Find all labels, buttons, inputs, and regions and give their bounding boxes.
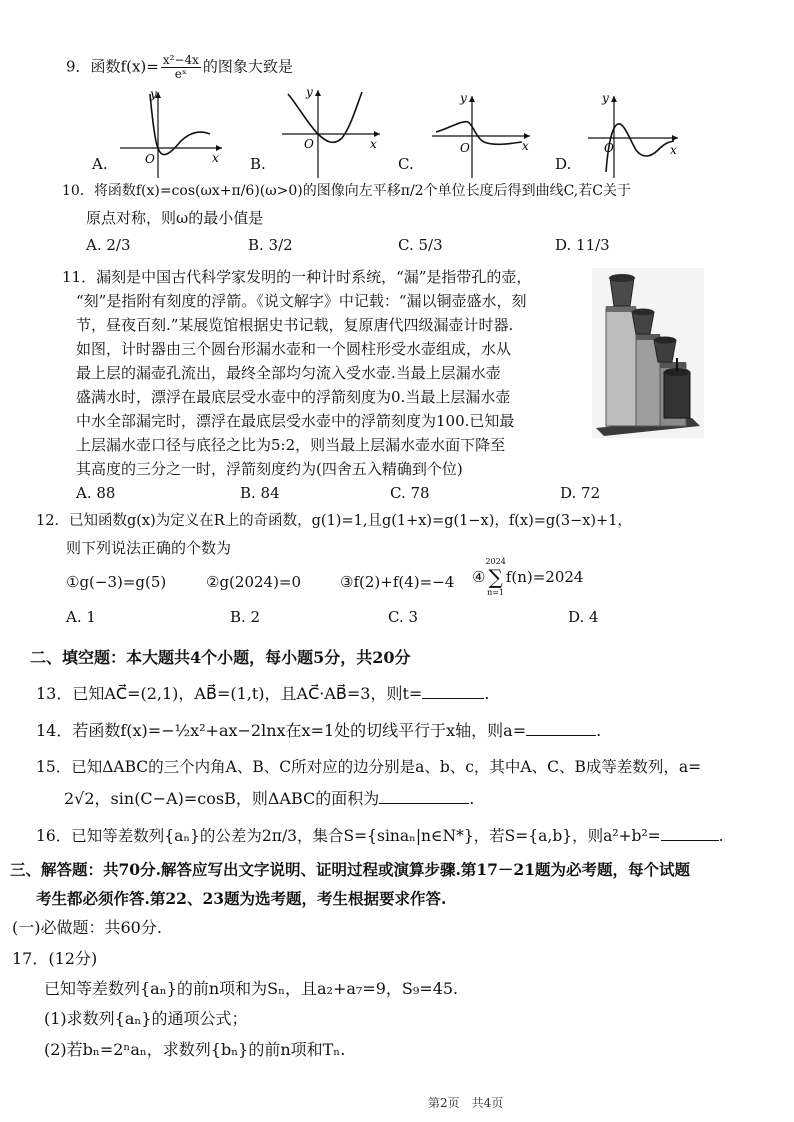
q13 (36, 682, 489, 705)
graph-b-origin: O (304, 137, 314, 151)
q9-numerator: x²−4x (162, 53, 199, 67)
q11-line-6: 盛满水时，漂浮在最底层受水壶中的浮箭刻度为0.当最上层漏水壶 (76, 388, 511, 406)
q14-end: . (596, 721, 602, 740)
graph-d-x-label: x (670, 143, 677, 157)
q9-option-c: C. (398, 155, 414, 173)
q11-line-7: 中水全部漏完时，漂浮在最底层受水壶中的浮箭刻度为100.已知最 (76, 412, 515, 430)
q9-option-b: B. (250, 155, 266, 173)
q17-sub1: (1)求数列{aₙ}的通项公式； (44, 1009, 248, 1028)
q11-line-9: 其高度的三分之一时，浮箭刻度约为(四舍五入精确到个位) (76, 460, 463, 478)
q15-answer-blank (379, 787, 469, 804)
q11-line-5: 最上层的漏壶孔流出，最终全部均匀流入受水壶.当最上层漏水壶 (76, 364, 501, 382)
q9-graphs (0, 86, 794, 186)
q9-stem (66, 54, 293, 81)
q15-line1: 15．已知ΔABC的三个内角A、B、C所对应的边分别是a、b、c，其中A、C、B成等差数列，a= (36, 758, 702, 776)
page-footer: 第2页 共4页 (428, 1096, 504, 1110)
q11-line-3: 节，昼夜百刻.”某展览馆根据史书记载，复原唐代四级漏壶计时器. (76, 316, 514, 334)
q10-line1: 10．将函数f(x)=cos(ωx+π/6)(ω>0)的图像向左平移π/2个单位长度后得到曲线C,若C关于 (62, 183, 631, 199)
q12-statement-2: ②g(2024)=0 (206, 573, 302, 591)
graph-c (432, 91, 530, 178)
graph-b-y-label: y (306, 86, 313, 99)
q11-line-2: “刻”是指附有刻度的浮箭。《说文解字》中记载：“漏以铜壶盛水，刻 (76, 292, 527, 310)
q13-answer-blank (422, 682, 484, 699)
q9-option-a: A. (92, 155, 108, 173)
q15-line2-text: 2√2，sin(C−A)=cosB，则ΔABC的面积为 (64, 789, 380, 808)
q17-stem: 已知等差数列{aₙ}的前n项和为Sₙ，且a₂+a₇=9，S₉=45. (44, 979, 459, 998)
q16-end: . (718, 827, 724, 845)
q10-line2: 原点对称，则ω的最小值是 (86, 209, 264, 227)
q15-line2 (64, 787, 474, 810)
q12-sum-top: 2024 (485, 557, 506, 566)
graph-c-y-label: y (460, 91, 467, 105)
q13-text: 13．已知AC⃗=(2,1)，AB⃗=(1,t)，且AC⃗·AB⃗=3，则t= (36, 684, 423, 703)
q16-answer-blank (661, 824, 719, 841)
q11-option-b: B. 84 (240, 484, 280, 502)
graph-a-x-label: x (212, 151, 219, 165)
graph-d (588, 91, 678, 178)
q9-option-d: D. (555, 155, 572, 173)
q9-stem-tail: 的图象大致是 (202, 57, 293, 76)
q12-sigma: ∑ (488, 565, 503, 589)
q12-stmt4-prefix: ④ (472, 568, 486, 586)
part-1-title: (一)必做题：共60分. (12, 918, 162, 937)
q10-option-a: A. 2/3 (86, 236, 131, 254)
q10-option-d: D. 11/3 (555, 236, 610, 254)
graph-a (120, 87, 222, 178)
graph-b (282, 86, 380, 178)
q16-text: 16．已知等差数列{aₙ}的公差为2π/3，集合S={sinaₙ|n∈N*}，若S={a,b}，则a²+b²= (36, 827, 661, 845)
q12-statement-1: ①g(−3)=g(5) (66, 573, 167, 591)
q11-line-8: 上层漏水壶口径与底径之比为5:2，则当最上层漏水壶水面下降至 (76, 436, 506, 454)
q10-option-c: C. 5/3 (398, 236, 443, 254)
water-clock-image (592, 268, 704, 438)
graph-c-origin: O (460, 141, 470, 155)
q14 (36, 719, 601, 742)
section-2-title: 二、填空题：本大题共4个小题，每小题5分，共20分 (30, 648, 411, 667)
q9-stem-prefix: 9．函数f(x)= (66, 57, 159, 76)
q15-end: . (469, 789, 475, 808)
q14-text: 14．若函数f(x)=−½x²+ax−2lnx在x=1处的切线平行于x轴，则a= (36, 721, 527, 740)
q11-line-4: 如图，计时器由三个圆台形漏水壶和一个圆柱形受水壶组成，水从 (76, 340, 512, 358)
graph-d-origin: O (604, 141, 614, 155)
q12-option-c: C. 3 (388, 608, 419, 626)
q12-statement-4 (472, 556, 583, 598)
q11-option-a: A. 88 (76, 484, 116, 502)
q12-sum-symbol (485, 556, 505, 598)
q17-sub2: (2)若bₙ=2ⁿaₙ，求数列{bₙ}的前n项和Tₙ. (44, 1040, 346, 1059)
graph-b-x-label: x (370, 137, 377, 151)
q9-denominator: eˣ (174, 67, 187, 81)
q12-line1: 12．已知函数g(x)为定义在R上的奇函数，g(1)=1,且g(1+x)=g(1−x)，f(x)=g(3−x)+1， (36, 513, 632, 529)
graph-d-y-label: y (602, 91, 609, 105)
q12-option-d: D. 4 (568, 608, 599, 626)
q13-end: . (484, 684, 490, 703)
graph-a-origin: O (145, 152, 155, 166)
q9-fraction (161, 54, 201, 81)
q12-stmt4-post: f(n)=2024 (505, 568, 584, 586)
q11-line-1: 11．漏刻是中国古代科学家发明的一种计时系统，“漏”是指带孔的壶， (62, 268, 532, 286)
graph-a-y-label: y (150, 87, 157, 101)
q12-line2: 则下列说法正确的个数为 (66, 539, 232, 557)
q12-sum-bottom: n=1 (487, 588, 505, 597)
q11-option-d: D. 72 (560, 484, 601, 502)
q12-option-a: A. 1 (66, 608, 96, 626)
q12-statement-3: ③f(2)+f(4)=−4 (340, 573, 455, 591)
q10-option-b: B. 3/2 (248, 236, 293, 254)
q17-head: 17．(12分) (12, 949, 98, 968)
q11-option-c: C. 78 (390, 484, 430, 502)
q16 (36, 824, 724, 847)
graph-c-x-label: x (522, 139, 529, 153)
section-3-line2: 考生都必须作答.第22、23题为选考题，考生根据要求作答. (36, 889, 447, 908)
q12-option-b: B. 2 (230, 608, 261, 626)
q14-answer-blank (526, 719, 596, 736)
section-3-line1: 三、解答题：共70分.解答应写出文字说明、证明过程或演算步骤.第17－21题为必考题，每个试题 (10, 860, 691, 879)
